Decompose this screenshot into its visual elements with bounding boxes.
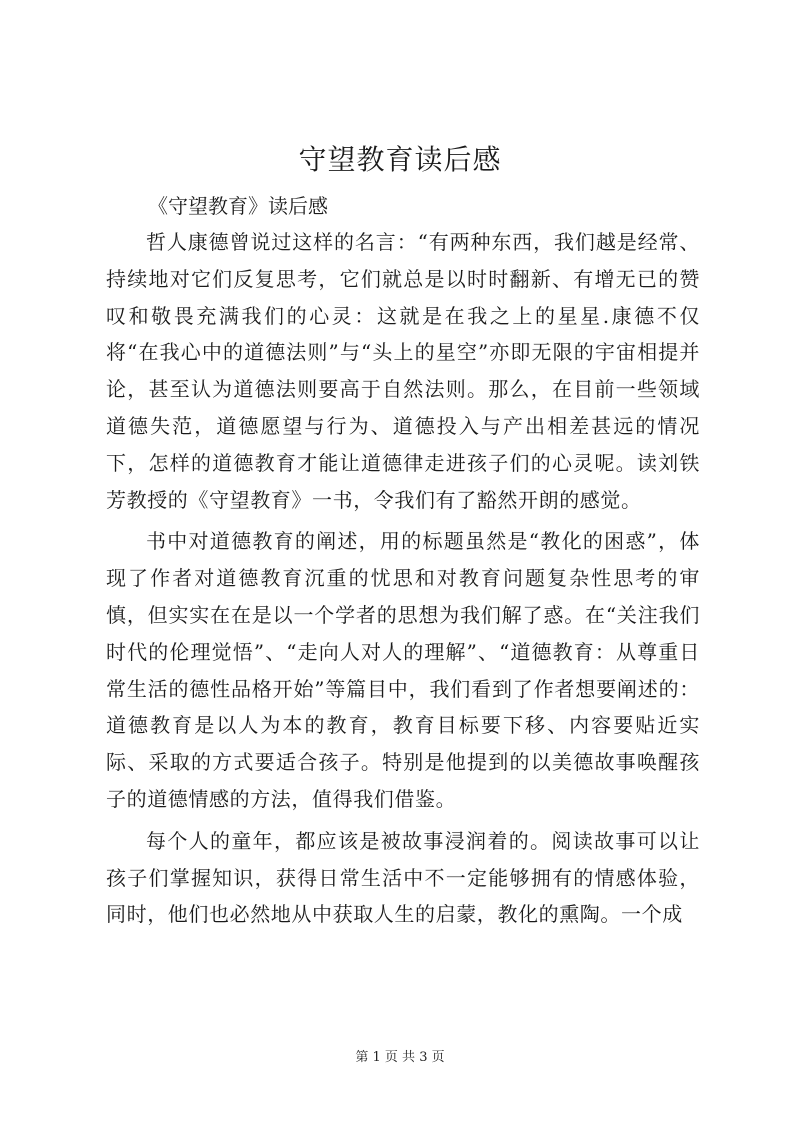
page-number-footer: 第 1 页 共 3 页 <box>355 1050 445 1065</box>
document-title: 守望教育读后感 <box>298 143 502 176</box>
paragraph: 哲人康德曾说过这样的名言：“有两种东西，我们越是经常、持续地对它们反复思考，它们就总是以时时翻新、有增无已的赞叹和敬畏充满我们的心灵：这就是在我之上的星星.康德不仅将“在我心中的道德法则”与“头上的星空”亦即无限的宇宙相提并论，甚至认为道德法则要高于自然法则。那么，在目前一些领域道德失范，道德愿望与行为、道德投入与产出相差甚远的情况下，怎样的道德教育才能让道德律走进孩子们的心灵呢。读刘铁芳教授的《守望教育》一书，令我们有了豁然开朗的感觉。 <box>106 230 700 512</box>
document-subtitle: 《守望教育》读后感 <box>148 194 328 218</box>
document-body <box>106 224 700 938</box>
paragraph: 每个人的童年，都应该是被故事浸润着的。阅读故事可以让孩子们掌握知识，获得日常生活中不一定能够拥有的情感体验，同时，他们也必然地从中获取人生的启蒙，教化的熏陶。一个成 <box>106 828 700 927</box>
paragraph: 书中对道德教育的阐述，用的标题虽然是“教化的困惑”，体现了作者对道德教育沉重的忧思和对教育问题复杂性思考的审慎，但实实在在是以一个学者的思想为我们解了惑。在“关注我们时代的伦理觉悟”、“走向人对人的理解”、“道德教育：从尊重日常生活的德性品格开始”等篇目中，我们看到了作者想要阐述的：道德教育是以人为本的教育，教育目标要下移、内容要贴近实际、采取的方式要适合孩子。特别是他提到的以美德故事唤醒孩子的道德情感的方法，值得我们借鉴。 <box>106 529 700 811</box>
